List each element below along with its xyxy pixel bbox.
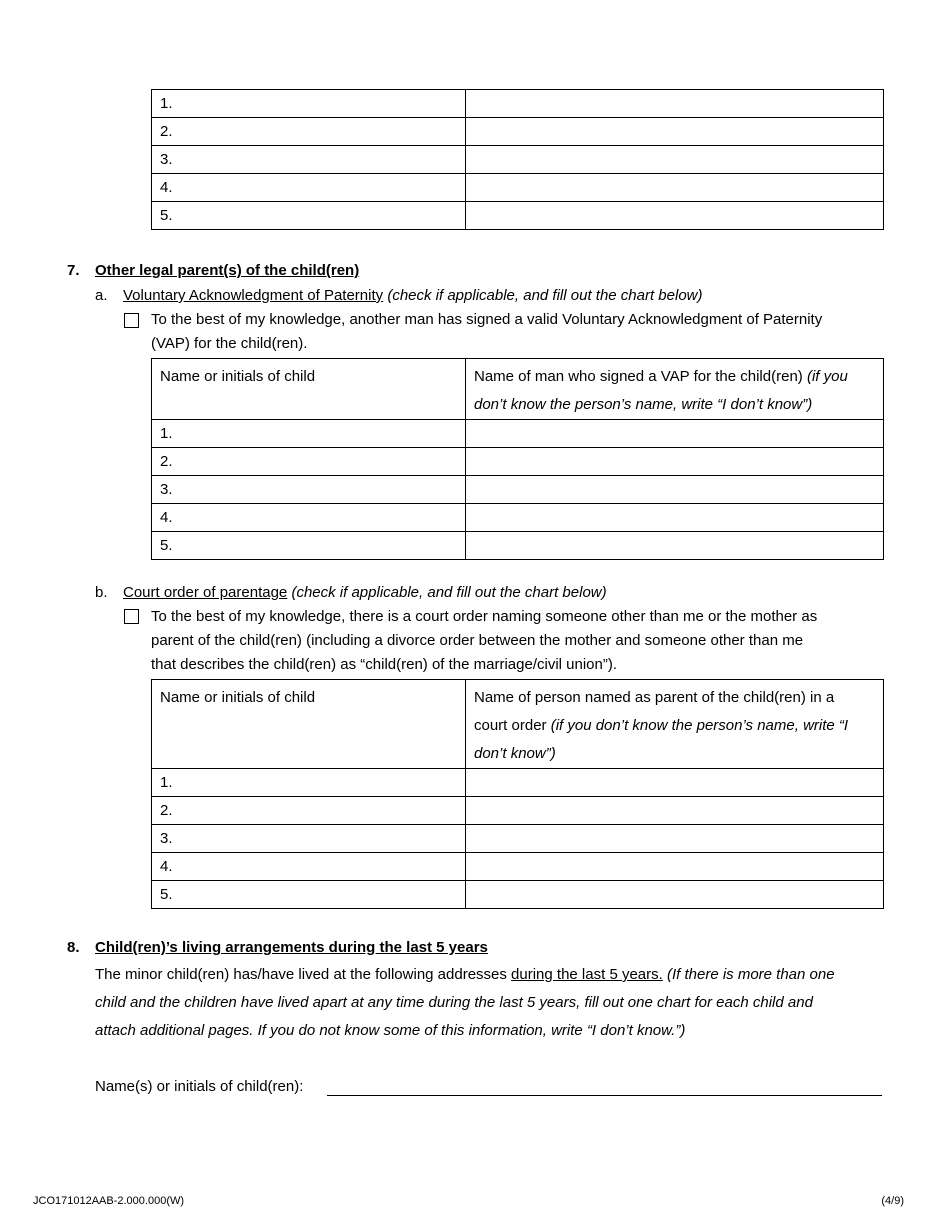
table-cell-input[interactable] [466,769,884,797]
table-header-row [152,680,884,769]
table-cell-input[interactable] [466,853,884,881]
section-8-number: 8. [67,939,80,956]
header-text-italic: don’t know”) [474,745,556,762]
vap-table [151,358,884,560]
section-8-title: Child(ren)’s living arrangements during the last 5 years [95,939,488,956]
table-cell-input[interactable] [466,420,884,448]
table-row [152,90,884,118]
table-cell-input[interactable] [466,476,884,504]
table-header-row [152,359,884,420]
paragraph-italic: (If there is more than one [662,966,835,983]
row-number: 5. [152,881,466,909]
court-order-table [151,679,884,909]
header-text-italic: (if you [806,368,848,385]
column-header-court-parent [466,680,884,769]
item-a-letter: a. [95,287,108,304]
table-row [152,118,884,146]
row-number: 5. [152,532,466,560]
table-cell-input[interactable] [466,532,884,560]
item-a-instruction: (check if applicable, and fill out the chart below) [387,287,703,304]
row-number: 5. [152,202,466,230]
column-header-vap-signer [466,359,884,420]
table-row [152,448,884,476]
table-cell-input[interactable] [466,146,884,174]
vap-statement [151,308,822,356]
item-a-heading: Voluntary Acknowledgment of Paternity [123,287,384,304]
child-names-input[interactable] [327,1078,882,1096]
paragraph-text: The minor child(ren) has/have lived at the following addresses [95,966,512,983]
row-number: 1. [152,769,466,797]
table-row [152,504,884,532]
paragraph-line: attach additional pages. If you do not know some of this information, write “I don’t know.”) [95,1022,686,1039]
table-cell-input[interactable] [466,118,884,146]
table-row [152,174,884,202]
table-row [152,825,884,853]
section-7-number: 7. [67,262,80,279]
court-order-statement-line: To the best of my knowledge, there is a court order naming someone other than me or the mother as [151,608,818,625]
table-cell-input[interactable] [466,90,884,118]
row-number: 4. [152,504,466,532]
paragraph-underlined: during the last 5 years. [511,966,663,983]
form-id: JCO171012AAB-2.000.000(W) [33,1195,185,1207]
table-row [152,532,884,560]
item-b-heading-line [123,584,607,601]
table-cell-input[interactable] [466,202,884,230]
table-cell-input[interactable] [466,504,884,532]
table-cell-input[interactable] [466,797,884,825]
header-text: Name of man who signed a VAP for the child(ren) [474,368,807,385]
item-b-letter: b. [95,584,108,601]
section-7-title: Other legal parent(s) of the child(ren) [95,262,360,279]
table-row [152,797,884,825]
table-cell-input[interactable] [466,174,884,202]
item-b-heading: Court order of parentage [123,584,288,601]
table-cell-input[interactable] [466,881,884,909]
row-number: 2. [152,797,466,825]
court-order-checkbox[interactable] [124,609,139,624]
court-order-statement-line: parent of the child(ren) (including a divorce order between the mother and someone other than me [151,632,804,649]
child-names-label: Name(s) or initials of child(ren): [95,1078,304,1095]
row-number: 3. [152,476,466,504]
vap-statement-line: (VAP) for the child(ren). [151,335,308,352]
column-header-child: Name or initials of child [152,359,466,420]
row-number: 1. [152,90,466,118]
court-order-statement [151,605,817,677]
paragraph-line [95,961,835,989]
top-table [151,89,884,230]
header-text-italic: don’t know the person’s name, write “I don’t know”) [474,396,813,413]
page-number: (4/9) [881,1195,904,1207]
row-number: 3. [152,825,466,853]
item-b-instruction: (check if applicable, and fill out the chart below) [291,584,607,601]
vap-statement-line: To the best of my knowledge, another man has signed a valid Voluntary Acknowledgment of Paternity [151,311,823,328]
table-cell-input[interactable] [466,825,884,853]
row-number: 4. [152,174,466,202]
row-number: 3. [152,146,466,174]
table-row [152,853,884,881]
paragraph-line: child and the children have lived apart at any time during the last 5 years, fill out one chart for each child and [95,994,813,1011]
row-number: 1. [152,420,466,448]
section-8-paragraph [95,961,835,1045]
table-row [152,146,884,174]
table-row [152,476,884,504]
table-cell-input[interactable] [466,448,884,476]
table-row [152,881,884,909]
table-row [152,769,884,797]
column-header-child: Name or initials of child [152,680,466,769]
header-text: court order [474,717,551,734]
header-text-italic: (if you don’t know the person’s name, write “I [550,717,849,734]
item-a-heading-line [123,287,703,304]
court-order-statement-line: that describes the child(ren) as “child(ren) of the marriage/civil union”). [151,656,618,673]
table-row [152,202,884,230]
vap-checkbox[interactable] [124,313,139,328]
table-row [152,420,884,448]
header-text: Name of person named as parent of the child(ren) in a [474,689,835,706]
row-number: 4. [152,853,466,881]
row-number: 2. [152,448,466,476]
row-number: 2. [152,118,466,146]
